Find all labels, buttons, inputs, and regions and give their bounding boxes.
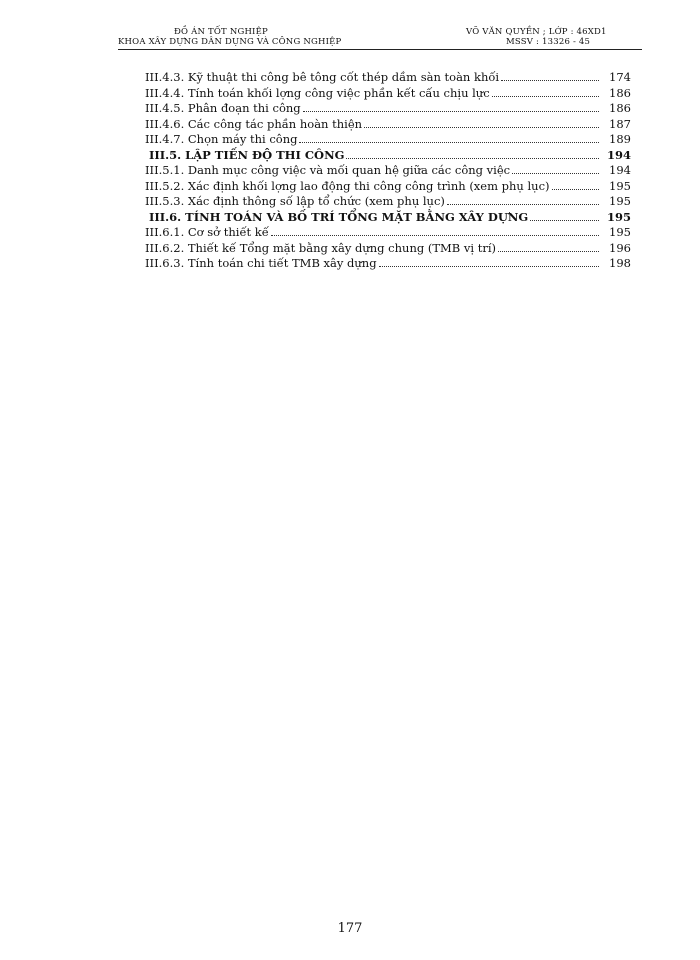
toc-entry-label: III.5. LẬP TIẾN ĐỘ THI CÔNG bbox=[149, 147, 345, 162]
toc-entry-page: 198 bbox=[609, 256, 631, 270]
toc-entry-page: 195 bbox=[609, 225, 631, 239]
toc-entry bbox=[145, 85, 631, 101]
toc-section-heading bbox=[145, 209, 631, 225]
toc-entry-label: III.4.7. Chọn máy thi công bbox=[145, 132, 298, 146]
toc-entry-page: 195 bbox=[609, 178, 631, 193]
toc-entry-page: 187 bbox=[609, 116, 631, 131]
toc-entry-label: III.6.3. Tính toán chi tiết TMB xây dựng bbox=[145, 256, 377, 270]
toc-entry bbox=[145, 193, 631, 209]
toc-entry bbox=[145, 131, 631, 147]
toc-entry bbox=[145, 116, 631, 132]
toc-entry bbox=[145, 162, 631, 178]
toc-leader-dots bbox=[447, 193, 599, 205]
header-faculty: KHOA XÂY DỰNG DÂN DỤNG VÀ CÔNG NGHIỆP bbox=[118, 37, 342, 47]
header-title: ĐỒ ÁN TỐT NGHIỆP bbox=[174, 27, 268, 37]
header-student-id: MSSV : 13326 - 45 bbox=[506, 37, 591, 47]
toc-entry-label: III.6.1. Cơ sở thiết kế bbox=[145, 225, 269, 239]
page-header bbox=[118, 27, 642, 50]
toc-entry-label: III.4.5. Phân đoạn thi công bbox=[145, 101, 301, 115]
toc-leader-dots bbox=[492, 85, 599, 97]
toc-entry bbox=[145, 178, 631, 194]
toc-entry-label: III.5.3. Xác định thông số lập tổ chức (xem phụ lục) bbox=[145, 194, 445, 208]
toc-entry-page: 186 bbox=[609, 101, 631, 115]
toc-entry-page: 186 bbox=[609, 85, 631, 100]
toc-entry-page: 195 bbox=[606, 209, 631, 224]
toc-entry-label: III.4.4. Tính toán khối lợng công việc phần kết cấu chịu lực bbox=[145, 85, 490, 100]
toc-entry-label: III.5.2. Xác định khối lợng lao động thi công công trình (xem phụ lục) bbox=[145, 178, 550, 193]
toc-leader-dots bbox=[501, 69, 599, 81]
table-of-contents bbox=[145, 69, 631, 271]
toc-leader-dots bbox=[271, 224, 599, 236]
toc-entry-page: 194 bbox=[606, 147, 631, 162]
toc-entry bbox=[145, 100, 631, 116]
toc-leader-dots bbox=[346, 147, 599, 159]
toc-entry-label: III.4.3. Kỹ thuật thi công bê tông cốt thép dầm sàn toàn khối bbox=[145, 70, 500, 84]
toc-leader-dots bbox=[299, 131, 599, 143]
toc-section-heading bbox=[145, 147, 631, 163]
toc-leader-dots bbox=[303, 100, 599, 112]
toc-entry-page: 189 bbox=[609, 132, 631, 146]
toc-entry bbox=[145, 69, 631, 85]
toc-entry-page: 196 bbox=[609, 240, 631, 255]
toc-leader-dots bbox=[379, 255, 599, 267]
toc-leader-dots bbox=[498, 240, 599, 252]
toc-entry bbox=[145, 224, 631, 240]
toc-entry-label: III.5.1. Danh mục công việc và mối quan hệ giữa các công việc bbox=[145, 163, 511, 177]
header-author: VÕ VĂN QUYỀN ; LỚP : 46XD1 bbox=[466, 27, 607, 37]
toc-entry-label: III.4.6. Các công tác phần hoàn thiện bbox=[145, 116, 363, 131]
toc-leader-dots bbox=[530, 209, 599, 221]
toc-entry-label: III.6.2. Thiết kế Tổng mặt bằng xây dựng chung (TMB vị trí) bbox=[145, 240, 497, 255]
page-number: 177 bbox=[337, 921, 363, 936]
toc-entry bbox=[145, 255, 631, 271]
toc-entry bbox=[145, 240, 631, 256]
toc-entry-page: 195 bbox=[609, 194, 631, 208]
toc-entry-page: 174 bbox=[609, 70, 631, 84]
toc-leader-dots bbox=[512, 162, 599, 174]
toc-leader-dots bbox=[552, 178, 599, 190]
toc-entry-page: 194 bbox=[609, 163, 631, 177]
toc-entry-label: III.6. TÍNH TOÁN VÀ BỐ TRÍ TỔNG MẶT BẰNG XÂY DỰNG bbox=[149, 209, 529, 224]
toc-leader-dots bbox=[364, 116, 599, 128]
